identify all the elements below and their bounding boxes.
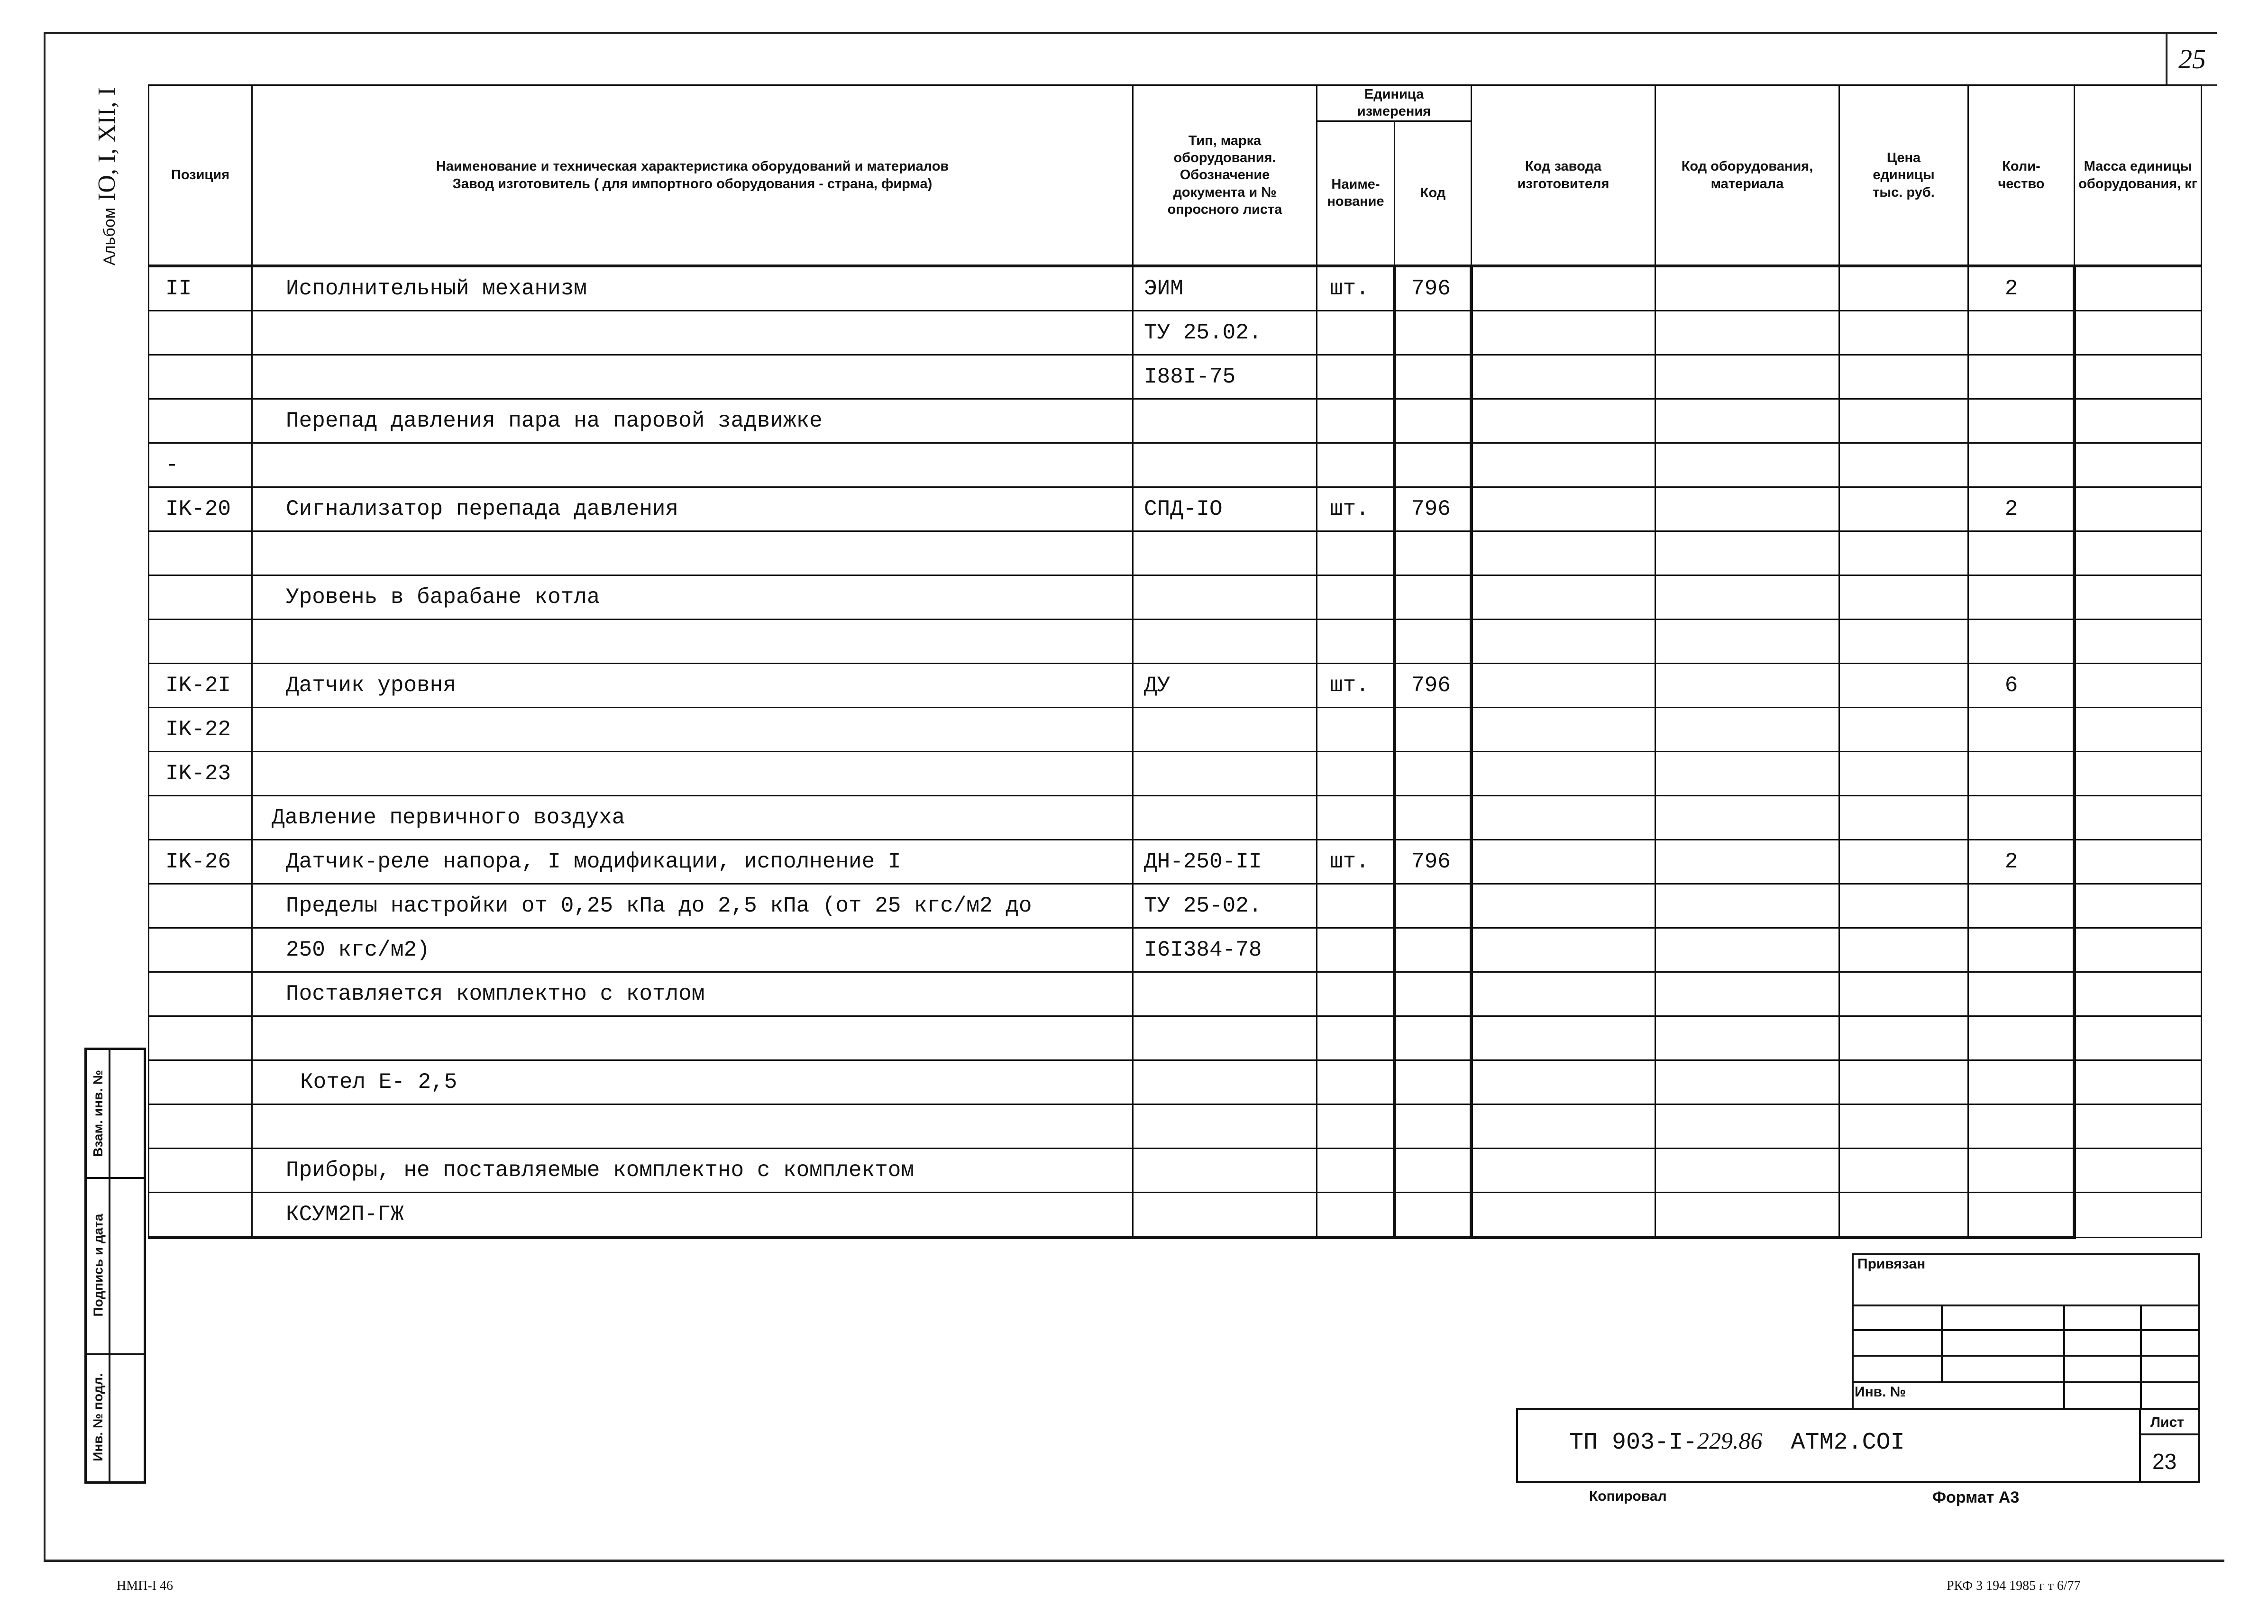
unit-name-cell: [1317, 928, 1395, 972]
factory-code-cell: [1472, 1193, 1655, 1238]
binding-line: [1852, 1381, 2200, 1383]
stamp-signature-cell: [88, 1177, 109, 1353]
unit-name-cell: [1317, 1060, 1395, 1104]
factory-code-cell: [1472, 311, 1655, 355]
table-row: [149, 796, 2202, 840]
position-cell: [149, 1193, 252, 1238]
factory-code-cell: [1472, 796, 1655, 840]
price-cell: [1839, 531, 1968, 575]
unit-name-cell: [1317, 884, 1395, 928]
position-cell: [149, 1016, 252, 1060]
name-cell: Датчик уровня: [252, 664, 1133, 708]
price-cell: [1839, 664, 1968, 708]
mark-cell: [1133, 1060, 1317, 1104]
table-row: [149, 1149, 2202, 1193]
mass-cell: [2075, 575, 2202, 620]
header-unit-name: Наиме-нование: [1317, 121, 1395, 266]
price-cell: [1839, 399, 1968, 443]
unit-code-cell: [1395, 1060, 1472, 1104]
quantity-cell: [1968, 708, 2075, 752]
unit-name-cell: [1317, 531, 1395, 575]
table-row: [149, 575, 2202, 620]
mark-cell: [1133, 1016, 1317, 1060]
factory-code-cell: [1472, 266, 1655, 311]
quantity-cell: [1968, 575, 2075, 620]
price-cell: [1839, 708, 1968, 752]
equipment-code-cell: [1655, 884, 1839, 928]
mass-cell: [2075, 1060, 2202, 1104]
price-cell: [1839, 928, 1968, 972]
mass-cell: [2075, 796, 2202, 840]
name-cell: Исполнительный механизм: [252, 266, 1133, 311]
quantity-cell: [1968, 1193, 2075, 1238]
mass-cell: [2075, 664, 2202, 708]
mark-cell: [1133, 1149, 1317, 1193]
equipment-code-cell: [1655, 708, 1839, 752]
mark-cell: СПД-IO: [1133, 487, 1317, 531]
name-cell: Пределы настройки от 0,25 кПа до 2,5 кПа (от 25 кгс/м2 до: [252, 884, 1133, 928]
header-unit-code: Код: [1395, 121, 1472, 266]
mass-cell: [2075, 311, 2202, 355]
price-cell: [1839, 620, 1968, 664]
header-name-line1: Наименование и техническая характеристика оборудований и материалов: [436, 159, 949, 174]
mark-cell: ДН-250-II: [1133, 840, 1317, 884]
album-label: [93, 87, 121, 265]
position-cell: [149, 884, 252, 928]
price-cell: [1839, 1016, 1968, 1060]
specification-body: [149, 266, 2202, 1238]
unit-code-cell: [1395, 972, 1472, 1016]
name-cell: [252, 708, 1133, 752]
table-row: [149, 487, 2202, 531]
unit-name-cell: [1317, 1016, 1395, 1060]
price-cell: [1839, 311, 1968, 355]
unit-code-cell: [1395, 1016, 1472, 1060]
unit-name-cell: [1317, 708, 1395, 752]
unit-name-cell: [1317, 1149, 1395, 1193]
mass-cell: [2075, 620, 2202, 664]
unit-code-cell: 796: [1395, 487, 1472, 531]
unit-name-cell: шт.: [1317, 266, 1395, 311]
stamp-divider: [109, 1050, 110, 1481]
binding-line: [1852, 1329, 2200, 1331]
header-position: Позиция: [149, 85, 252, 266]
quantity-cell: [1968, 928, 2075, 972]
mark-cell: I88I-75: [1133, 355, 1317, 399]
name-cell: Сигнализатор перепада давления: [252, 487, 1133, 531]
mass-cell: [2075, 708, 2202, 752]
unit-code-cell: [1395, 752, 1472, 796]
position-cell: [149, 620, 252, 664]
factory-code-cell: [1472, 884, 1655, 928]
equipment-code-cell: [1655, 1060, 1839, 1104]
position-cell: IK-2I: [149, 664, 252, 708]
binding-line: [1852, 1305, 2200, 1306]
name-cell: [252, 531, 1133, 575]
factory-code-cell: [1472, 752, 1655, 796]
name-cell: [252, 752, 1133, 796]
unit-code-cell: [1395, 311, 1472, 355]
stamp-replacement-cell: [88, 1050, 109, 1177]
unit-code-cell: [1395, 620, 1472, 664]
page-number: 25: [2166, 33, 2217, 86]
price-cell: [1839, 972, 1968, 1016]
factory-code-cell: [1472, 575, 1655, 620]
equipment-code-cell: [1655, 1149, 1839, 1193]
factory-code-cell: [1472, 487, 1655, 531]
stamp-replacement-label: Взам. инв. №: [91, 1070, 106, 1157]
position-cell: IK-23: [149, 752, 252, 796]
unit-name-cell: [1317, 443, 1395, 487]
unit-name-cell: [1317, 1193, 1395, 1238]
unit-name-cell: шт.: [1317, 664, 1395, 708]
specification-table: [148, 84, 2202, 1239]
factory-code-cell: [1472, 1149, 1655, 1193]
price-cell: [1839, 1149, 1968, 1193]
name-cell: Котел Е- 2,5: [252, 1060, 1133, 1104]
table-row: [149, 1193, 2202, 1238]
mark-cell: I6I384-78: [1133, 928, 1317, 972]
equipment-code-cell: [1655, 311, 1839, 355]
mark-cell: [1133, 1104, 1317, 1149]
header-factory-code: Код завода изготовителя: [1472, 85, 1655, 266]
equipment-code-cell: [1655, 355, 1839, 399]
header-equipment-code: Код оборудования, материала: [1655, 85, 1839, 266]
position-cell: [149, 531, 252, 575]
footer-right-code: РКФ 3 194 1985 г т 6/77: [1947, 1578, 2081, 1593]
table-row: [149, 620, 2202, 664]
table-row: [149, 1016, 2202, 1060]
mass-cell: [2075, 1016, 2202, 1060]
quantity-cell: [1968, 443, 2075, 487]
mark-cell: ТУ 25.02.: [1133, 311, 1317, 355]
unit-code-cell: [1395, 884, 1472, 928]
unit-name-cell: [1317, 972, 1395, 1016]
mass-cell: [2075, 487, 2202, 531]
inventory-number-label: Инв. №: [1855, 1384, 1906, 1400]
unit-name-cell: [1317, 620, 1395, 664]
equipment-code-cell: [1655, 575, 1839, 620]
quantity-cell: [1968, 620, 2075, 664]
header-name: [252, 85, 1133, 266]
table-row: [149, 972, 2202, 1016]
factory-code-cell: [1472, 620, 1655, 664]
price-cell: [1839, 1104, 1968, 1149]
equipment-code-cell: [1655, 664, 1839, 708]
sheet-divider: [2139, 1433, 2200, 1435]
price-cell: [1839, 752, 1968, 796]
name-cell: [252, 311, 1133, 355]
binding-line: [1941, 1305, 1943, 1381]
factory-code-cell: [1472, 1060, 1655, 1104]
position-cell: IK-22: [149, 708, 252, 752]
mass-cell: [2075, 752, 2202, 796]
quantity-cell: [1968, 355, 2075, 399]
album-number: IO, I, XII, I: [93, 87, 120, 201]
table-row: [149, 664, 2202, 708]
mass-cell: [2075, 972, 2202, 1016]
table-row: [149, 443, 2202, 487]
name-cell: [252, 355, 1133, 399]
quantity-cell: [1968, 399, 2075, 443]
mass-cell: [2075, 266, 2202, 311]
mass-cell: [2075, 443, 2202, 487]
stamp-original-inv-label: Инв. № подл.: [91, 1373, 106, 1461]
mark-cell: [1133, 620, 1317, 664]
mark-cell: [1133, 399, 1317, 443]
unit-name-cell: шт.: [1317, 487, 1395, 531]
mark-cell: [1133, 575, 1317, 620]
mark-cell: [1133, 752, 1317, 796]
name-cell: Поставляется комплектно с котлом: [252, 972, 1133, 1016]
factory-code-cell: [1472, 972, 1655, 1016]
document-code-handwritten: 229.86: [1697, 1427, 1763, 1454]
header-unit-group: Единица измерения: [1317, 85, 1472, 121]
sheet-divider: [2139, 1408, 2141, 1483]
table-row: [149, 1060, 2202, 1104]
unit-code-cell: [1395, 1193, 1472, 1238]
position-cell: [149, 311, 252, 355]
factory-code-cell: [1472, 399, 1655, 443]
name-cell: [252, 443, 1133, 487]
quantity-cell: [1968, 884, 2075, 928]
name-cell: [252, 1016, 1133, 1060]
unit-code-cell: [1395, 928, 1472, 972]
quantity-cell: [1968, 531, 2075, 575]
position-cell: [149, 972, 252, 1016]
position-cell: IK-26: [149, 840, 252, 884]
unit-code-cell: 796: [1395, 664, 1472, 708]
header-price: Цена единицы тыс. руб.: [1839, 85, 1968, 266]
unit-code-cell: 796: [1395, 266, 1472, 311]
unit-code-cell: [1395, 355, 1472, 399]
table-row: [149, 355, 2202, 399]
price-cell: [1839, 575, 1968, 620]
factory-code-cell: [1472, 708, 1655, 752]
equipment-code-cell: [1655, 1193, 1839, 1238]
position-cell: [149, 575, 252, 620]
factory-code-cell: [1472, 355, 1655, 399]
binding-line: [2140, 1305, 2142, 1410]
factory-code-cell: [1472, 1016, 1655, 1060]
mark-cell: [1133, 708, 1317, 752]
table-row: [149, 531, 2202, 575]
mark-cell: ЭИМ: [1133, 266, 1317, 311]
equipment-code-cell: [1655, 443, 1839, 487]
unit-code-cell: [1395, 796, 1472, 840]
position-cell: [149, 1104, 252, 1149]
quantity-cell: 2: [1968, 266, 2075, 311]
mark-cell: [1133, 531, 1317, 575]
equipment-code-cell: [1655, 399, 1839, 443]
position-cell: IK-20: [149, 487, 252, 531]
price-cell: [1839, 487, 1968, 531]
price-cell: [1839, 840, 1968, 884]
quantity-cell: [1968, 1149, 2075, 1193]
name-cell: 250 кгс/м2): [252, 928, 1133, 972]
factory-code-cell: [1472, 664, 1655, 708]
quantity-cell: [1968, 1060, 2075, 1104]
equipment-code-cell: [1655, 487, 1839, 531]
table-row: [149, 708, 2202, 752]
mass-cell: [2075, 840, 2202, 884]
document-code-suffix: АТМ2.COI: [1762, 1429, 1905, 1456]
unit-name-cell: [1317, 1104, 1395, 1149]
unit-name-cell: [1317, 311, 1395, 355]
table-row: [149, 928, 2202, 972]
stamp-signature-label: Подпись и дата: [91, 1213, 106, 1317]
sheet-number: 23: [2152, 1449, 2177, 1474]
binding-label: Привязан: [1857, 1256, 1926, 1272]
table-row: [149, 266, 2202, 311]
format-label: Формат А3: [1932, 1488, 2020, 1506]
unit-name-cell: [1317, 399, 1395, 443]
equipment-code-cell: [1655, 796, 1839, 840]
unit-name-cell: [1317, 355, 1395, 399]
mass-cell: [2075, 1104, 2202, 1149]
name-cell: Приборы, не поставляемые комплектно с комплектом: [252, 1149, 1133, 1193]
sheet-label: Лист: [2150, 1414, 2184, 1430]
position-cell: [149, 796, 252, 840]
equipment-code-cell: [1655, 1016, 1839, 1060]
binding-line: [1852, 1355, 2200, 1357]
stamp-original-inv-cell: [88, 1353, 109, 1481]
unit-name-cell: [1317, 796, 1395, 840]
equipment-code-cell: [1655, 531, 1839, 575]
mark-cell: ТУ 25-02.: [1133, 884, 1317, 928]
price-cell: [1839, 1193, 1968, 1238]
price-cell: [1839, 884, 1968, 928]
quantity-cell: [1968, 972, 2075, 1016]
quantity-cell: 2: [1968, 487, 2075, 531]
mark-cell: [1133, 1193, 1317, 1238]
unit-code-cell: [1395, 1149, 1472, 1193]
mark-cell: [1133, 443, 1317, 487]
document-code-prefix: ТП 903-I-: [1569, 1429, 1698, 1456]
unit-name-cell: [1317, 575, 1395, 620]
binding-line: [2063, 1305, 2065, 1410]
mass-cell: [2075, 355, 2202, 399]
table-row: [149, 311, 2202, 355]
copied-by-label: Копировал: [1589, 1488, 1667, 1504]
price-cell: [1839, 1060, 1968, 1104]
price-cell: [1839, 796, 1968, 840]
position-cell: [149, 1060, 252, 1104]
quantity-cell: [1968, 752, 2075, 796]
document-code: [1569, 1427, 1905, 1456]
position-cell: [149, 355, 252, 399]
equipment-code-cell: [1655, 620, 1839, 664]
footer-left-code: НМП-I 46: [117, 1578, 173, 1593]
name-cell: КСУМ2П-ГЖ: [252, 1193, 1133, 1238]
quantity-cell: 6: [1968, 664, 2075, 708]
name-cell: Перепад давления пара на паровой задвижке: [252, 399, 1133, 443]
factory-code-cell: [1472, 840, 1655, 884]
quantity-cell: 2: [1968, 840, 2075, 884]
factory-code-cell: [1472, 531, 1655, 575]
name-cell: Давление первичного воздуха: [252, 796, 1133, 840]
position-cell: [149, 928, 252, 972]
price-cell: [1839, 355, 1968, 399]
unit-code-cell: [1395, 399, 1472, 443]
mass-cell: [2075, 399, 2202, 443]
equipment-code-cell: [1655, 266, 1839, 311]
header-quantity: Коли-чество: [1968, 85, 2075, 266]
price-cell: [1839, 266, 1968, 311]
quantity-cell: [1968, 1104, 2075, 1149]
approval-stamp: [84, 1048, 146, 1484]
name-cell: [252, 1104, 1133, 1149]
name-cell: [252, 620, 1133, 664]
bottom-trim-line: [44, 1560, 2224, 1562]
unit-name-cell: [1317, 752, 1395, 796]
unit-code-cell: [1395, 531, 1472, 575]
position-cell: II: [149, 266, 252, 311]
mass-cell: [2075, 928, 2202, 972]
name-cell: Уровень в барабане котла: [252, 575, 1133, 620]
unit-code-cell: 796: [1395, 840, 1472, 884]
quantity-cell: [1968, 311, 2075, 355]
factory-code-cell: [1472, 1104, 1655, 1149]
table-row: [149, 399, 2202, 443]
unit-name-cell: шт.: [1317, 840, 1395, 884]
mark-cell: ДУ: [1133, 664, 1317, 708]
factory-code-cell: [1472, 928, 1655, 972]
header-name-line2: Завод изготовитель ( для импортного оборудования - страна, фирма): [452, 176, 933, 192]
unit-code-cell: [1395, 708, 1472, 752]
equipment-code-cell: [1655, 928, 1839, 972]
quantity-cell: [1968, 796, 2075, 840]
name-cell: Датчик-реле напора, I модификации, исполнение I: [252, 840, 1133, 884]
unit-code-cell: [1395, 443, 1472, 487]
position-cell: -: [149, 443, 252, 487]
equipment-code-cell: [1655, 1104, 1839, 1149]
equipment-code-cell: [1655, 752, 1839, 796]
equipment-code-cell: [1655, 840, 1839, 884]
album-label-text: Альбом: [101, 208, 119, 265]
position-cell: [149, 399, 252, 443]
unit-code-cell: [1395, 575, 1472, 620]
factory-code-cell: [1472, 443, 1655, 487]
mass-cell: [2075, 1193, 2202, 1238]
unit-code-cell: [1395, 1104, 1472, 1149]
position-cell: [149, 1149, 252, 1193]
mass-cell: [2075, 1149, 2202, 1193]
table-row: [149, 884, 2202, 928]
equipment-code-cell: [1655, 972, 1839, 1016]
mark-cell: [1133, 796, 1317, 840]
header-mass: Масса единицы оборудования, кг: [2075, 85, 2202, 266]
table-row: [149, 1104, 2202, 1149]
price-cell: [1839, 443, 1968, 487]
mass-cell: [2075, 884, 2202, 928]
mark-cell: [1133, 972, 1317, 1016]
header-mark: Тип, марка оборудования. Обозначение документа и № опросного листа: [1133, 85, 1317, 266]
table-row: [149, 840, 2202, 884]
mass-cell: [2075, 531, 2202, 575]
table-row: [149, 752, 2202, 796]
quantity-cell: [1968, 1016, 2075, 1060]
